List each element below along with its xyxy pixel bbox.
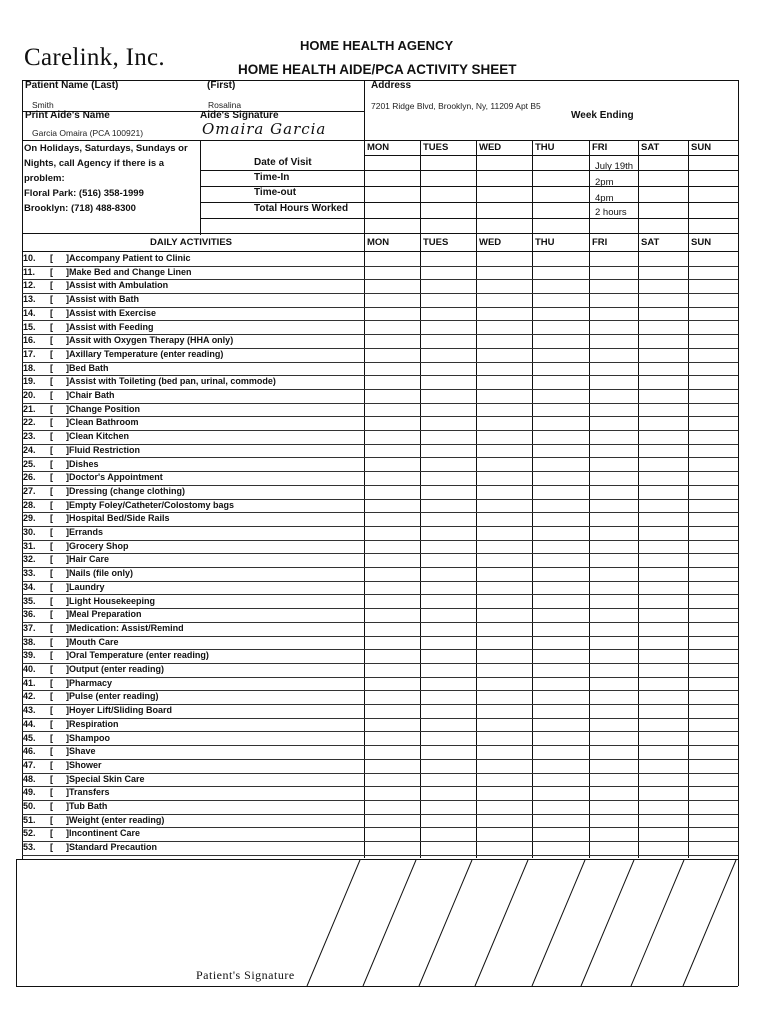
activity-day-fri: FRI <box>592 237 608 248</box>
activity-number: 49. <box>23 787 36 798</box>
activity-number: 11. <box>23 266 36 277</box>
aide-name-value[interactable]: Garcia Omaira (PCA 100921) <box>32 128 144 138</box>
activity-number: 42. <box>23 691 36 702</box>
activity-number: 22. <box>23 417 36 428</box>
activity-number: 44. <box>23 718 36 729</box>
patient-signature-label: Patient's Signature <box>196 968 295 982</box>
fri-total-hours[interactable]: 2 hours <box>595 207 627 218</box>
activity-number: 25. <box>23 458 36 469</box>
activity-number: 31. <box>23 540 36 551</box>
activity-number: 45. <box>23 732 36 743</box>
activity-checkbox[interactable]: [ <box>50 554 53 565</box>
activity-number: 36. <box>23 609 36 620</box>
week-ending-label: Week Ending <box>571 110 634 121</box>
activity-text: ]Hair Care <box>66 554 110 565</box>
address-value[interactable]: 7201 Ridge Blvd, Brooklyn, Ny, 11209 Apt B5 <box>371 101 541 111</box>
activity-checkbox[interactable]: [ <box>50 814 53 825</box>
activity-number: 50. <box>23 801 36 811</box>
activity-text: ]Meal Preparation <box>66 609 142 620</box>
contact-line: Floral Park: (516) 358-1999 <box>24 188 144 199</box>
slash-end <box>683 860 736 986</box>
activity-day-sun: SUN <box>691 237 712 248</box>
activity-checkbox[interactable]: [ <box>50 828 53 839</box>
activity-checkbox[interactable]: [ <box>50 636 53 647</box>
activity-text: ]Pulse (enter reading) <box>66 691 159 702</box>
activity-number: 26. <box>23 472 36 483</box>
activity-text: ]Output (enter reading) <box>66 664 164 674</box>
activity-number: 24. <box>23 444 36 455</box>
total-hours-label: Total Hours Worked <box>254 203 349 214</box>
activity-number: 20. <box>23 390 36 400</box>
activity-number: 39. <box>23 650 36 661</box>
contact-line: On Holidays, Saturdays, Sundays or <box>24 143 188 154</box>
activity-number: 53. <box>23 842 36 853</box>
activity-checkbox[interactable]: [ <box>50 746 53 757</box>
aide-signature-label: Aide's Signature <box>200 110 279 121</box>
activity-text: ]Dishes <box>66 458 99 469</box>
activity-checkbox[interactable]: [ <box>50 253 53 263</box>
activity-text: ]Weight (enter reading) <box>66 814 165 825</box>
fri-time-out[interactable]: 4pm <box>595 193 614 204</box>
activity-number: 35. <box>23 595 36 606</box>
activity-number: 40. <box>23 664 36 674</box>
patient-first-label: (First) <box>207 80 236 91</box>
activity-checkbox[interactable]: [ <box>50 444 53 455</box>
sheet-title: HOME HEALTH AIDE/PCA ACTIVITY SHEET <box>238 62 517 77</box>
visit-day-mon: MON <box>367 142 390 153</box>
activity-number: 46. <box>23 746 36 757</box>
activity-checkbox[interactable]: [ <box>50 787 53 798</box>
contact-line: problem: <box>24 173 65 184</box>
activity-text: ]Grocery Shop <box>66 540 129 551</box>
activity-number: 51. <box>23 814 36 825</box>
activity-text: ]Assist with Ambulation <box>66 280 169 291</box>
activity-number: 37. <box>23 622 36 633</box>
activity-number: 29. <box>23 513 36 524</box>
activity-text: ]Pharmacy <box>66 677 113 688</box>
activity-text: ]Chair Bath <box>66 390 115 400</box>
activity-text: ]Respiration <box>66 718 119 729</box>
activity-number: 12. <box>23 280 36 291</box>
patient-last-label: Patient Name (Last) <box>25 80 119 91</box>
activity-text: ]Assist with Toileting (bed pan, urinal, commode) <box>66 376 276 387</box>
activity-number: 32. <box>23 554 36 565</box>
activity-checkbox[interactable]: [ <box>50 759 53 770</box>
activity-text: ]Fluid Restriction <box>66 444 140 455</box>
contact-line: Nights, call Agency if there is a <box>24 158 165 169</box>
activity-checkbox[interactable]: [ <box>50 431 53 442</box>
patient-first-value[interactable]: Rosalina <box>208 100 242 110</box>
date-of-visit-label: Date of Visit <box>254 157 312 168</box>
activity-checkbox[interactable]: [ <box>50 773 53 784</box>
activity-day-wed: WED <box>479 237 502 248</box>
activity-text: ]Shave <box>66 746 96 757</box>
activity-number: 19. <box>23 376 36 387</box>
activity-checkbox[interactable]: [ <box>50 403 53 414</box>
activity-text: ]Bed Bath <box>66 362 109 373</box>
activity-checkbox[interactable]: [ <box>50 527 53 537</box>
activity-number: 18. <box>23 362 36 373</box>
activity-text: ]Tub Bath <box>66 801 108 811</box>
activity-text: ]Transfers <box>66 787 110 798</box>
activity-text: ]Errands <box>66 527 104 537</box>
slash-sat <box>581 860 634 986</box>
visit-day-sat: SAT <box>641 142 660 153</box>
activity-text: ]Clean Bathroom <box>66 417 139 428</box>
activity-checkbox[interactable]: [ <box>50 417 53 428</box>
activity-text: ]Medication: Assist/Remind <box>66 622 184 633</box>
activity-number: 15. <box>23 321 36 332</box>
activity-checkbox[interactable]: [ <box>50 348 53 359</box>
activity-number: 13. <box>23 294 36 305</box>
activity-checkbox[interactable]: [ <box>50 842 53 853</box>
visit-day-sun: SUN <box>691 142 712 153</box>
activity-number: 10. <box>23 253 36 263</box>
visit-day-wed: WED <box>479 142 502 153</box>
patient-last-value[interactable]: Smith <box>32 100 54 110</box>
activity-text: ]Nails (file only) <box>66 568 134 579</box>
activity-text: ]Incontinent Care <box>66 828 141 839</box>
activity-day-thu: THU <box>535 237 555 248</box>
activity-checkbox[interactable]: [ <box>50 705 53 716</box>
activity-number: 41. <box>23 677 36 688</box>
activity-checkbox[interactable]: [ <box>50 664 53 674</box>
activity-checkbox[interactable]: [ <box>50 568 53 579</box>
company-name: Carelink, Inc. <box>24 44 165 71</box>
activity-number: 27. <box>23 485 36 496</box>
slash-fri <box>532 860 585 986</box>
activity-number: 16. <box>23 335 36 346</box>
activity-number: 33. <box>23 568 36 579</box>
slash-tues <box>363 860 416 986</box>
activity-checkbox[interactable]: [ <box>50 732 53 743</box>
activity-text: ]Standard Precaution <box>66 842 158 853</box>
activity-day-tues: TUES <box>423 237 449 248</box>
visit-day-thu: THU <box>535 142 555 153</box>
activity-number: 28. <box>23 499 36 510</box>
activity-checkbox[interactable]: [ <box>50 691 53 702</box>
activity-text: ]Mouth Care <box>66 636 119 647</box>
activity-text: ]Change Position <box>66 403 140 414</box>
activity-text: ]Empty Foley/Catheter/Colostomy bags <box>66 499 235 510</box>
activity-checkbox[interactable]: [ <box>50 376 53 387</box>
activity-checkbox[interactable]: [ <box>50 321 53 332</box>
activity-checkbox[interactable]: [ <box>50 307 53 318</box>
activity-checkbox[interactable]: [ <box>50 581 53 592</box>
activity-text: ]Oral Temperature (enter reading) <box>66 650 209 661</box>
activity-checkbox[interactable]: [ <box>50 801 53 811</box>
fri-time-in[interactable]: 2pm <box>595 177 614 188</box>
activity-text: ]Clean Kitchen <box>66 431 130 442</box>
activity-checkbox[interactable]: [ <box>50 280 53 291</box>
contact-line: Brooklyn: (718) 488-8300 <box>24 203 136 214</box>
daily-activities-header: DAILY ACTIVITIES <box>150 237 232 248</box>
activity-number: 34. <box>23 581 36 592</box>
activity-checkbox[interactable]: [ <box>50 609 53 620</box>
activity-checkbox[interactable]: [ <box>50 294 53 305</box>
activity-checkbox[interactable]: [ <box>50 458 53 469</box>
activity-text: ]Special Skin Care <box>66 773 145 784</box>
activity-text: ]Laundry <box>66 581 105 592</box>
visit-day-tues: TUES <box>423 142 449 153</box>
activity-text: ]Hoyer Lift/Sliding Board <box>66 705 173 716</box>
activity-checkbox[interactable]: [ <box>50 622 53 633</box>
activity-checkbox[interactable]: [ <box>50 472 53 483</box>
activity-number: 17. <box>23 348 36 359</box>
activity-checkbox[interactable]: [ <box>50 595 53 606</box>
address-label: Address <box>371 80 412 91</box>
activity-text: ]Assit with Oxygen Therapy (HHA only) <box>66 335 234 346</box>
agency-title: HOME HEALTH AGENCY <box>300 38 454 53</box>
activity-checkbox[interactable]: [ <box>50 677 53 688</box>
aide-name-label: Print Aide's Name <box>25 110 110 121</box>
activity-checkbox[interactable]: [ <box>50 362 53 373</box>
activity-checkbox[interactable]: [ <box>50 335 53 346</box>
time-in-label: Time-In <box>254 172 290 183</box>
slash-thu <box>475 860 528 986</box>
activity-number: 23. <box>23 431 36 442</box>
activity-checkbox[interactable]: [ <box>50 266 53 277</box>
visit-day-fri: FRI <box>592 142 608 153</box>
activity-number: 43. <box>23 705 36 716</box>
activity-number: 38. <box>23 636 36 647</box>
activity-text: ]Make Bed and Change Linen <box>66 266 192 277</box>
activity-text: ]Axillary Temperature (enter reading) <box>66 348 224 359</box>
activity-checkbox[interactable]: [ <box>50 540 53 551</box>
activity-number: 52. <box>23 828 36 839</box>
activity-text: ]Dressing (change clothing) <box>66 485 186 496</box>
fri-date-of-visit[interactable]: July 19th <box>595 161 634 172</box>
activity-number: 47. <box>23 759 36 770</box>
slash-mon <box>307 860 360 986</box>
activity-checkbox[interactable]: [ <box>50 390 53 400</box>
time-out-label: Time-out <box>254 187 297 198</box>
activity-checkbox[interactable]: [ <box>50 485 53 496</box>
slash-sun <box>631 860 684 986</box>
activity-checkbox[interactable]: [ <box>50 650 53 661</box>
activity-text: ]Light Housekeeping <box>66 595 156 606</box>
activity-number: 48. <box>23 773 36 784</box>
activity-checkbox[interactable]: [ <box>50 513 53 524</box>
activity-number: 21. <box>23 403 36 414</box>
activity-day-mon: MON <box>367 237 390 248</box>
aide-signature[interactable]: Omaira Garcia <box>202 120 327 138</box>
activity-text: ]Hospital Bed/Side Rails <box>66 513 170 524</box>
activity-text: ]Assist with Exercise <box>66 307 157 318</box>
activity-text: ]Doctor's Appointment <box>66 472 163 483</box>
activity-text: ]Shampoo <box>66 732 110 743</box>
slash-wed <box>419 860 472 986</box>
activity-checkbox[interactable]: [ <box>50 718 53 729</box>
activity-text: ]Assist with Feeding <box>66 321 154 332</box>
activity-text: ]Assist with Bath <box>66 294 140 305</box>
activity-day-sat: SAT <box>641 237 660 248</box>
activity-text: ]Shower <box>66 759 102 770</box>
activity-checkbox[interactable]: [ <box>50 499 53 510</box>
activity-number: 14. <box>23 307 36 318</box>
activity-number: 30. <box>23 527 36 537</box>
activity-text: ]Accompany Patient to Clinic <box>66 253 191 263</box>
